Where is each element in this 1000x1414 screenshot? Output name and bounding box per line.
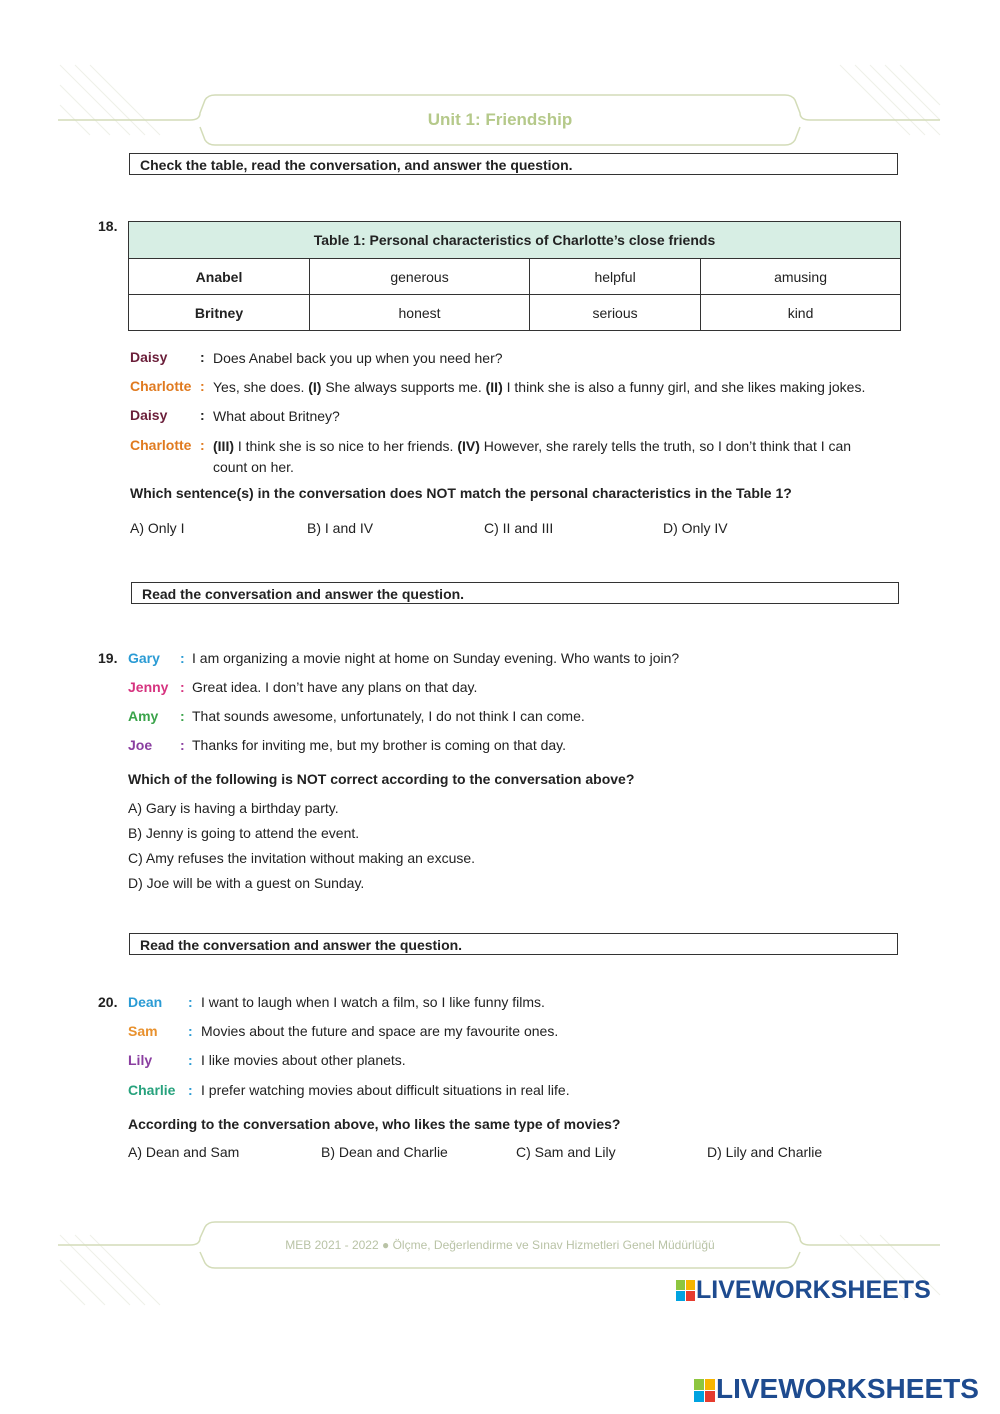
dialogue-line: I prefer watching movies about difficult situations in real life. [201, 1082, 570, 1098]
dialogue-line: I like movies about other planets. [201, 1052, 406, 1068]
instruction-q19: Read the conversation and answer the question. [131, 582, 899, 604]
logo-text: LIVEWORKSHEETS [696, 1276, 931, 1304]
dialogue-line: Does Anabel back you up when you need her? [213, 350, 503, 366]
unit-title: Unit 1: Friendship [427, 110, 573, 129]
speaker-charlie: Charlie [128, 1082, 176, 1098]
instruction-q20: Read the conversation and answer the question. [129, 933, 898, 955]
option-b[interactable]: B) Jenny is going to attend the event. [128, 825, 360, 841]
dialogue-line-continued: count on her. [213, 459, 294, 475]
question-q18: Which sentence(s) in the conversation does NOT match the personal characteristics in the Table 1? [130, 485, 792, 501]
option-d[interactable]: D) Joe will be with a guest on Sunday. [128, 875, 365, 891]
dialogue-line: Yes, she does. (I) She always supports me. (II) I think she is also a funny girl, and she likes making jokes. [213, 379, 866, 395]
table-row [129, 259, 901, 295]
logo-grid-icon [676, 1280, 696, 1302]
option-a[interactable]: A) Dean and Sam [128, 1144, 240, 1160]
table-cell: generous [310, 259, 530, 295]
dialogue-line: (III) I think she is so nice to her friends. (IV) However, she rarely tells the truth, so I don’t think that I can [213, 438, 852, 454]
liveworksheets-logo-bottom [694, 1373, 979, 1405]
table-cell: honest [310, 295, 530, 331]
dialogue-line: That sounds awesome, unfortunately, I do not think I can come. [192, 708, 585, 724]
speaker-gary: Gary [128, 650, 160, 666]
speaker-daisy: Daisy [130, 349, 168, 365]
speaker-sam: Sam [128, 1023, 158, 1039]
speaker-lily: Lily [128, 1052, 153, 1068]
table-row [129, 295, 901, 331]
option-c[interactable]: C) Sam and Lily [516, 1144, 616, 1160]
logo-grid-icon [694, 1379, 716, 1403]
speaker-amy: Amy [128, 708, 159, 724]
speaker-charlotte: Charlotte [130, 378, 192, 394]
speaker-dean: Dean [128, 994, 163, 1010]
option-c[interactable]: C) II and III [484, 520, 554, 536]
option-b[interactable]: B) Dean and Charlie [321, 1144, 448, 1160]
dialogue-line: I am organizing a movie night at home on Sunday evening. Who wants to join? [192, 650, 680, 666]
dialogue-line: What about Britney? [213, 408, 340, 424]
table-cell: amusing [701, 259, 901, 295]
dialogue-line: Thanks for inviting me, but my brother is coming on that day. [192, 737, 567, 753]
speaker-jenny: Jenny [128, 679, 169, 695]
dialogue-line: Movies about the future and space are my favourite ones. [201, 1023, 559, 1039]
table-cell: serious [530, 295, 701, 331]
option-b[interactable]: B) I and IV [307, 520, 374, 536]
dialogue-line: I want to laugh when I watch a film, so I like funny films. [201, 994, 545, 1010]
option-d[interactable]: D) Lily and Charlie [707, 1144, 823, 1160]
option-a[interactable]: A) Only I [130, 520, 185, 536]
logo-text: LIVEWORKSHEETS [716, 1373, 979, 1404]
liveworksheets-logo [676, 1276, 931, 1305]
footer-text: MEB 2021 - 2022 ● Ölçme, Değerlendirme ve Sınav Hizmetleri Genel Müdürlüğü [285, 1238, 715, 1252]
instruction-q18: Check the table, read the conversation, and answer the question. [129, 153, 898, 175]
table-cell: kind [701, 295, 901, 331]
question-number-18: 18. [98, 218, 118, 234]
question-number-20: 20. [98, 994, 118, 1010]
speaker-charlotte: Charlotte [130, 437, 192, 453]
question-q19: Which of the following is NOT correct according to the conversation above? [128, 771, 635, 787]
table-caption: Table 1: Personal characteristics of Charlotte’s close friends [129, 222, 901, 259]
table-cell: helpful [530, 259, 701, 295]
speaker-joe: Joe [128, 737, 153, 753]
characteristics-table [128, 221, 901, 331]
question-number-19: 19. [98, 650, 118, 666]
option-a[interactable]: A) Gary is having a birthday party. [128, 800, 339, 816]
option-d[interactable]: D) Only IV [663, 520, 728, 536]
table-cell-name: Anabel [129, 259, 310, 295]
option-c[interactable]: C) Amy refuses the invitation without making an excuse. [128, 850, 476, 866]
table-cell-name: Britney [129, 295, 310, 331]
question-q20: According to the conversation above, who likes the same type of movies? [128, 1116, 621, 1132]
dialogue-line: Great idea. I don’t have any plans on that day. [192, 679, 478, 695]
speaker-daisy: Daisy [130, 407, 168, 423]
